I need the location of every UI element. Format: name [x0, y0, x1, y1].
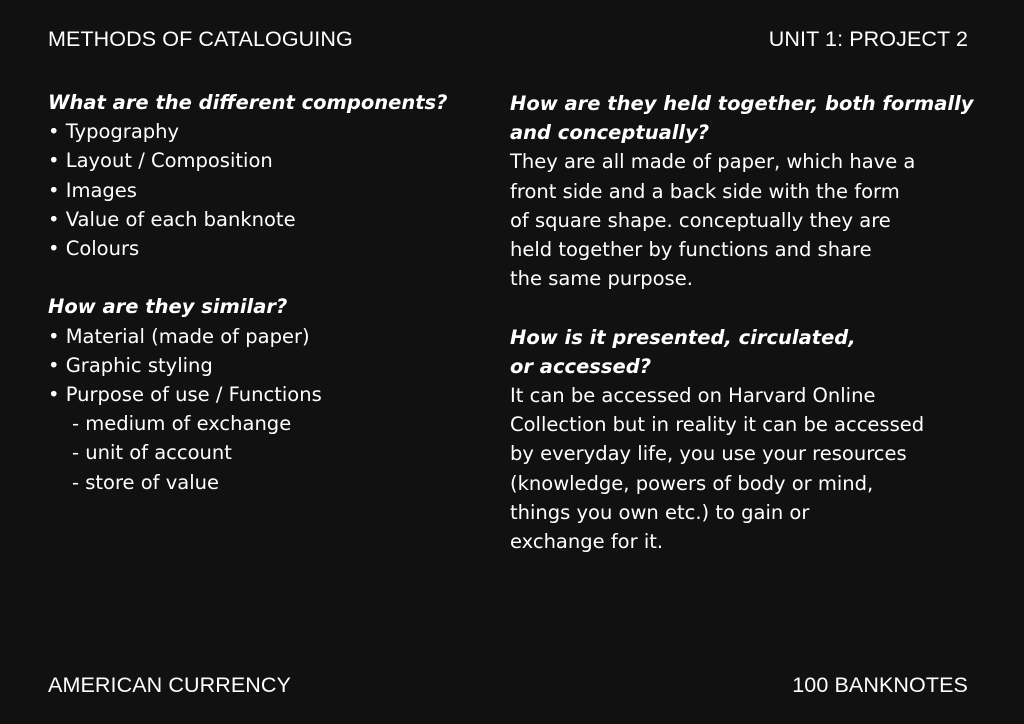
body-line: (knowledge, powers of body or mind,: [510, 471, 874, 495]
components-heading: What are the different components?: [48, 91, 448, 114]
body-line: It can be accessed on Harvard Online: [510, 384, 876, 408]
list-item: • Material (made of paper): [48, 324, 310, 348]
body-line: by everyday life, you use your resources: [510, 442, 907, 466]
list-item: • Purpose of use / Functions: [48, 383, 322, 407]
body-line: things you own etc.) to gain or: [510, 500, 810, 524]
heading-line: How is it presented, circulated,: [510, 325, 856, 349]
sub-list-item: - unit of account: [72, 441, 232, 465]
footer-subject: AMERICAN CURRENCY: [48, 673, 291, 697]
heading-line: How are they held together, both formally: [510, 92, 974, 115]
similar-heading: How are they similar?: [48, 295, 288, 319]
list-item: • Colours: [48, 237, 140, 261]
held-together-body: [510, 147, 980, 293]
sub-list-item: - store of value: [72, 470, 220, 494]
list-item: • Layout / Composition: [48, 149, 273, 173]
body-line: held together by functions and share: [510, 238, 872, 262]
presented-heading: [510, 323, 980, 381]
footer-count: 100 BANKNOTES: [792, 673, 968, 697]
list-item: • Value of each banknote: [48, 207, 296, 231]
held-together-heading: [510, 89, 980, 147]
body-line: of square shape. conceptually they are: [510, 208, 891, 232]
heading-line: or accessed?: [510, 354, 652, 378]
list-item: • Typography: [48, 120, 180, 144]
section-gap: [510, 293, 990, 322]
body-line: front side and a back side with the form: [510, 179, 900, 203]
list-item: • Images: [48, 178, 137, 202]
presented-body: [510, 381, 980, 556]
heading-line: and conceptually?: [510, 121, 710, 145]
body-line: They are all made of paper, which have a: [510, 150, 916, 174]
body-line: Collection but in reality it can be accessed: [510, 413, 925, 437]
section-gap: [48, 263, 488, 292]
body-line: exchange for it.: [510, 530, 664, 554]
header-unit-label: UNIT 1: PROJECT 2: [768, 27, 968, 51]
left-column: [48, 88, 488, 497]
sub-list-item: - medium of exchange: [72, 412, 292, 436]
header-title: METHODS OF CATALOGUING: [48, 27, 353, 51]
body-line: the same purpose.: [510, 267, 693, 291]
right-column: [510, 89, 990, 556]
list-item: • Graphic styling: [48, 353, 213, 377]
